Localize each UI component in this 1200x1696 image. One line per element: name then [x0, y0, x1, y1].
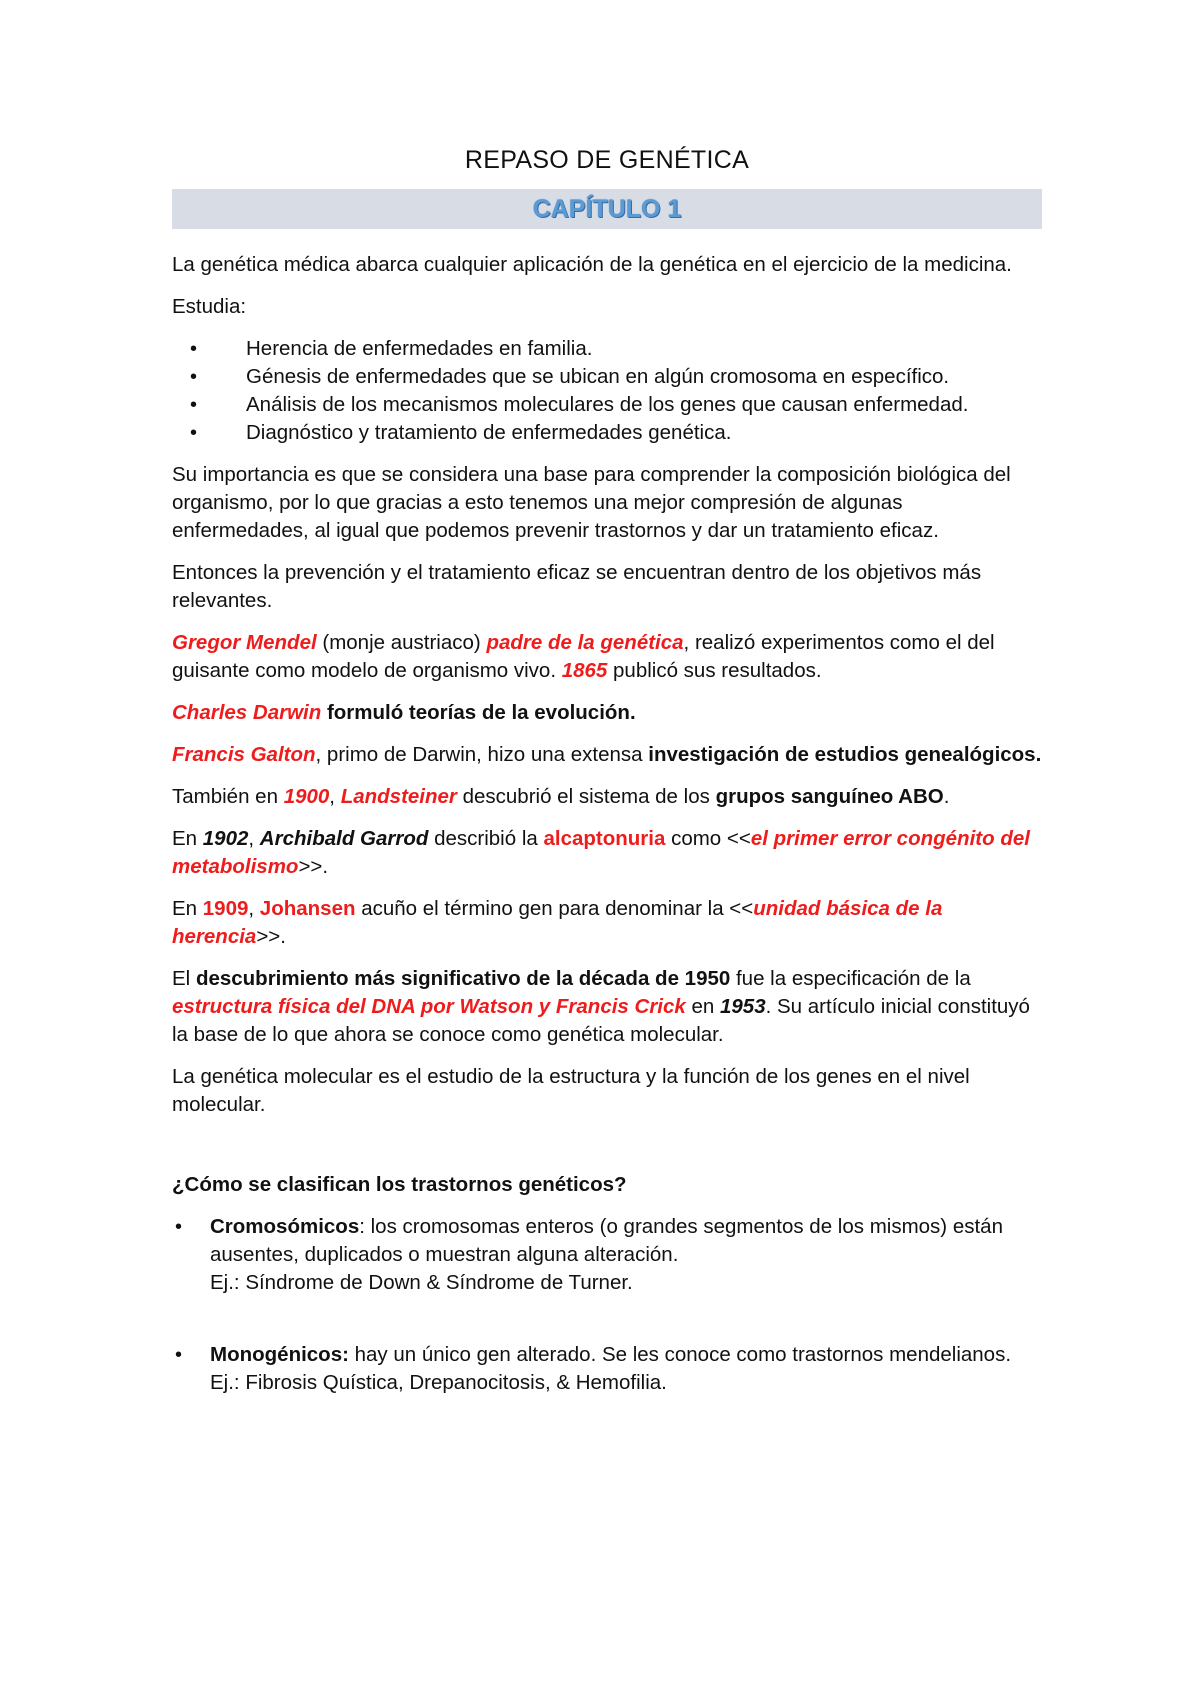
list-item: • Génesis de enfermedades que se ubican en algún cromosoma en específico. [172, 363, 1042, 391]
text-run: describió la [428, 827, 544, 850]
dna-structure: estructura física del DNA por Watson y Francis Crick [172, 995, 686, 1018]
studies-label: Estudia: [172, 295, 247, 318]
dna-year: 1953 [720, 995, 766, 1018]
text-run: , realizó experimentos como el del guisante como modelo de organismo vivo. [172, 631, 995, 682]
document-body [172, 146, 1042, 1411]
text-run: en [685, 995, 720, 1018]
molecular-paragraph: La genética molecular es el estudio de la estructura y la función de los genes en el nivel molecular. [172, 1065, 970, 1116]
text-run: . Su artículo inicial constituyó la base de lo que ahora se conoce como genética molecular. [172, 995, 1030, 1046]
disorder-example: Ej.: Síndrome de Down & Síndrome de Turner. [210, 1271, 633, 1294]
mendel-paragraph [172, 629, 1042, 685]
dna-paragraph [172, 965, 1042, 1049]
studies-list [172, 335, 1042, 447]
johansen-year: 1909 [202, 897, 249, 920]
disorder-description: hay un único gen alterado. Se les conoce como trastornos mendelianos. [348, 1343, 1012, 1366]
chapter-heading-bar [172, 189, 1042, 229]
text-run: El [172, 967, 196, 990]
text-run: En [172, 827, 203, 850]
text-run: >>. [256, 925, 286, 948]
disorder-name: Cromosómicos [210, 1215, 360, 1238]
list-item: • Análisis de los mecanismos moleculares de los genes que causan enfermedad. [172, 391, 1042, 419]
text-run: (monje austriaco) [316, 631, 487, 654]
text-run: También en [172, 785, 284, 808]
garrod-term: alcaptonuria [543, 827, 666, 850]
text-run: grupos sanguíneo ABO [715, 785, 944, 808]
garrod-name: Archibald Garrod [259, 827, 429, 850]
disorder-example: Ej.: Fibrosis Quística, Drepanocitosis, & Hemofilia. [210, 1371, 667, 1394]
list-item: • Diagnóstico y tratamiento de enfermedades genética. [172, 419, 1042, 447]
prevention-paragraph: Entonces la prevención y el tratamiento eficaz se encuentran dentro de los objetivos más relevantes. [172, 561, 982, 612]
mendel-year: 1865 [561, 659, 608, 682]
text-run: >>. [298, 855, 329, 878]
landsteiner-year: 1900 [283, 785, 330, 808]
johansen-paragraph [172, 895, 1042, 951]
intro-paragraph: La genética médica abarca cualquier aplicación de la genética en el ejercicio de la medicina. [172, 253, 1012, 276]
landsteiner-paragraph [172, 783, 1042, 811]
disorders-list [172, 1213, 1042, 1397]
galton-name: Francis Galton [172, 743, 316, 766]
importance-paragraph: Su importancia es que se considera una base para comprender la composición biológica del organismo, por lo que gracias a esto tenemos una mejor compresión de algunas enfermedades, al igual que podemos prevenir trastornos y dar un tratamiento eficaz. [172, 463, 1011, 542]
chapter-heading: CAPÍTULO 1 [532, 194, 682, 223]
text-run: formuló teorías de la evolución. [321, 701, 636, 724]
landsteiner-name: Landsteiner [340, 785, 457, 808]
text-run: , [248, 897, 260, 920]
list-item [172, 1341, 1042, 1397]
text-run: En [172, 897, 203, 920]
garrod-year: 1902 [202, 827, 249, 850]
johansen-name: Johansen [259, 897, 356, 920]
darwin-name: Charles Darwin [172, 701, 322, 724]
section-question: ¿Cómo se clasifican los trastornos genéticos? [172, 1173, 627, 1196]
text-run: como << [665, 827, 751, 850]
mendel-name: Gregor Mendel [172, 631, 317, 654]
text-run: fue la especificación de la [730, 967, 971, 990]
galton-paragraph [172, 741, 1042, 769]
spacer [172, 1133, 1042, 1171]
text-run: investigación de estudios genealógicos. [648, 743, 1042, 766]
disorder-name: Monogénicos: [210, 1343, 349, 1366]
document-title: REPASO DE GENÉTICA [464, 146, 750, 174]
garrod-paragraph [172, 825, 1042, 881]
text-run: , primo de Darwin, hizo una extensa [315, 743, 649, 766]
text-run: publicó sus resultados. [607, 659, 822, 682]
text-run: , [329, 785, 341, 808]
mendel-role: padre de la genética [486, 631, 684, 654]
johansen-quote: unidad básica de la herencia [172, 897, 943, 948]
text-run: acuño el término gen para denominar la << [355, 897, 754, 920]
text-run: descubrimiento más significativo de la década de 1950 [195, 967, 731, 990]
garrod-quote: el primer error congénito del metabolismo [172, 827, 1030, 878]
darwin-paragraph [172, 699, 1042, 727]
disorder-description: : los cromosomas enteros (o grandes segmentos de los mismos) están ausentes, duplicados o muestran alguna alteración. [210, 1215, 1003, 1266]
text-run: , [248, 827, 260, 850]
list-item [172, 1213, 1042, 1297]
text-run: . [943, 785, 950, 808]
list-item: • Herencia de enfermedades en familia. [172, 335, 1042, 363]
text-run: descubrió el sistema de los [456, 785, 716, 808]
